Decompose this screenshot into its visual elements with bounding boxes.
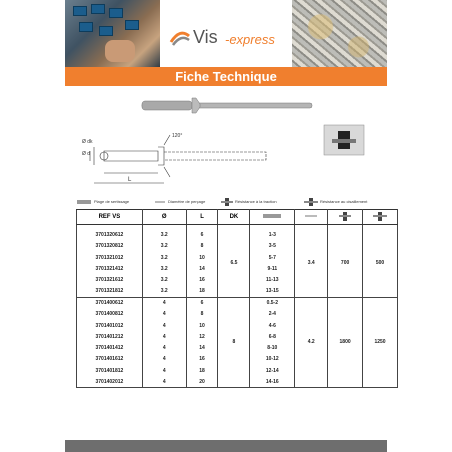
table-row: 3701401812 4 18 12-14 bbox=[77, 365, 398, 376]
drill-value: 3.4 bbox=[295, 230, 328, 298]
table-row: 3701321612 3.2 16 11-13 bbox=[77, 275, 398, 286]
logo-swoosh-icon bbox=[169, 26, 191, 48]
shear-value: 500 bbox=[363, 230, 398, 298]
table-header-row bbox=[77, 210, 398, 225]
legend-item: Résistance à la traction bbox=[221, 198, 277, 206]
table-row: 3701401012 4 10 4-6 bbox=[77, 320, 398, 331]
header bbox=[65, 0, 387, 67]
length-label: L bbox=[128, 177, 132, 183]
legend-item: Résistance au cisaillement bbox=[304, 198, 367, 206]
table-row: 3701401612 4 16 10-12 bbox=[77, 354, 398, 365]
table-row: 3701320612 3.2 6 6.5 1-3 3.4 700 500 bbox=[77, 230, 398, 241]
col-tensile bbox=[328, 210, 363, 225]
drill-diameter-icon bbox=[154, 199, 166, 205]
tensile-value: 700 bbox=[328, 230, 363, 298]
brand-name: Vis bbox=[193, 27, 218, 47]
drill-diameter-icon bbox=[304, 213, 318, 219]
shear-value: 1250 bbox=[363, 297, 398, 387]
legend-item: Diamètre de perçage bbox=[154, 198, 205, 206]
table-row: 3701401412 4 14 8-10 bbox=[77, 342, 398, 353]
diameter-dk-label: Ø dk bbox=[82, 139, 93, 145]
screws-photo bbox=[292, 0, 387, 67]
col-ref: REF VS bbox=[77, 210, 143, 225]
col-length: L bbox=[186, 210, 218, 225]
col-dk: DK bbox=[218, 210, 250, 225]
table-row: 3701321012 3.2 10 5-7 bbox=[77, 252, 398, 263]
rivet-drawing bbox=[80, 95, 390, 195]
rivet-photo bbox=[142, 98, 312, 113]
col-diameter: Ø bbox=[142, 210, 186, 225]
table-row: 3701400812 4 8 2-4 bbox=[77, 309, 398, 320]
footer-bar bbox=[65, 440, 387, 452]
brand-logo bbox=[169, 26, 289, 50]
col-shear bbox=[363, 210, 398, 225]
head-angle-label: 120° bbox=[172, 133, 183, 139]
section-detail bbox=[324, 125, 364, 155]
table-row: 3701400612 4 6 8 0.5-2 4.2 1800 1250 bbox=[77, 297, 398, 308]
table-row: 3701321812 3.2 18 13-15 bbox=[77, 286, 398, 297]
table-row: 3701320812 3.2 8 3-5 bbox=[77, 241, 398, 252]
tensile-value: 1800 bbox=[328, 297, 363, 387]
diameter-d-label: Ø d bbox=[82, 151, 91, 157]
table-row: 3701321412 3.2 14 9-11 bbox=[77, 263, 398, 274]
spec-table bbox=[76, 209, 398, 388]
rivet-line-drawing bbox=[90, 135, 266, 183]
clamping-range-icon bbox=[76, 199, 92, 205]
shear-strength-icon bbox=[373, 212, 387, 221]
col-drill-diameter bbox=[295, 210, 328, 225]
table-row: 3701402012 4 20 14-16 bbox=[77, 376, 398, 387]
col-clamping-range bbox=[250, 210, 295, 225]
legend bbox=[76, 197, 396, 207]
table-row: 3701401212 4 12 6-8 bbox=[77, 331, 398, 342]
brand-suffix: -express bbox=[225, 32, 275, 47]
dk-value: 6.5 bbox=[218, 230, 250, 298]
workbench-photo bbox=[65, 0, 160, 67]
clamping-range-icon bbox=[261, 213, 283, 219]
drill-value: 4.2 bbox=[295, 297, 328, 387]
legend-item: Plage de sertissage bbox=[76, 198, 129, 206]
dk-value: 8 bbox=[218, 297, 250, 387]
page-title: Fiche Technique bbox=[65, 67, 387, 86]
shear-strength-icon bbox=[304, 198, 318, 206]
tensile-strength-icon bbox=[221, 198, 233, 206]
tensile-strength-icon bbox=[339, 212, 351, 221]
